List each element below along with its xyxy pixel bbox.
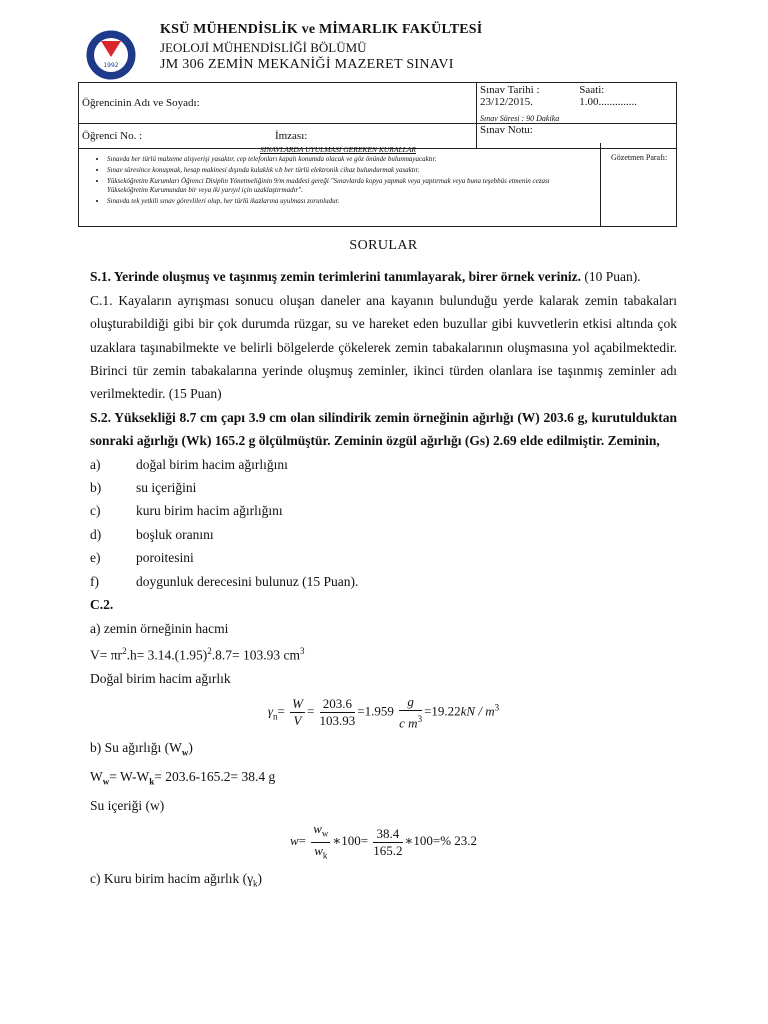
- student-name-cell[interactable]: [79, 83, 477, 124]
- question-1-points: (10 Puan).: [580, 269, 641, 285]
- rule-item: • Sınav süresince konuşmak, hesap makinesi dışında kulaklık v.b her türlü elektronik cihaz bulundurmak yasaktır.: [107, 166, 587, 175]
- grade-label: Sınav Notu:: [480, 124, 533, 136]
- question-2: S.2. Yüksekliği 8.7 cm çapı 3.9 cm olan silindirik zemin örneğinin ağırlığı (W) 203.6 g, kurutulduktan sonraki ağırlığı (Wk) 165.2 g ölçülmüştür. Zeminin özgül ağırlığı (Gs) 2.69 elde edilmiştir. Zeminin,: [90, 409, 677, 449]
- department-title: JEOLOJİ MÜHENDİSLİĞİ BÖLÜMÜ: [160, 40, 367, 55]
- water-content-title: Su içeriği (w): [90, 797, 165, 813]
- rules-divider: [600, 143, 601, 226]
- question-2-item-a: a) doğal birim hacim ağırlığını: [90, 456, 288, 472]
- faculty-title: KSÜ MÜHENDİSLİK ve MİMARLIK FAKÜLTESİ: [160, 22, 483, 37]
- header: [160, 22, 482, 73]
- proctor-signature-label: Gözetmen Parafı:: [611, 153, 668, 162]
- question-1: [90, 265, 677, 288]
- exam-rules-box: [78, 143, 677, 227]
- rule-item: • Yükseköğretim Kurumları Öğrenci Disiplin Yönetmeliğinin 9/m maddesi gereği "Sınavlarda kopya yapmak veya yaptırmak veya buna teşebbüs etmenin cezası Yükseköğretim Kurumundan bir veya iki yarıyıl için uzaklaştırmadır".: [107, 177, 587, 195]
- rules-title: SINAVLARDA UYULMASI GEREKEN KURALLAR: [260, 145, 416, 154]
- rule-item: • Sınavda tek yetkili sınav görevlileri olup, her türlü ikazlarına uyulması zorunludur.: [107, 197, 587, 206]
- exam-time-label: Saati: 1.00..............: [579, 84, 637, 108]
- question-2-item-e: e) poroitesini: [90, 550, 194, 566]
- question-2-item-d: d) boşluk oranını: [90, 526, 214, 542]
- exam-date-cell: [477, 83, 677, 124]
- section-title: SORULAR: [349, 238, 418, 253]
- natural-unit-weight-title: Doğal birim hacim ağırlık: [90, 670, 231, 686]
- exam-duration-label: Sınav Süresi : 90 Dakika: [480, 114, 560, 123]
- rules-list: [79, 155, 587, 206]
- exam-date-label: Sınav Tarihi : 23/12/2015.: [480, 84, 540, 108]
- rule-item: • Sınavda her türlü malzeme alışverişi yasaktır, cep telefonları kapalı konumda olacak ve göz önünde bulunmayacaktır.: [107, 155, 587, 164]
- university-logo: [86, 30, 136, 80]
- question-1-text: S.1. Yerinde oluşmuş ve taşınmış zemin terimlerini tanımlayarak, birer örnek veriniz.: [90, 269, 581, 285]
- dry-unit-weight-title: c) Kuru birim hacim ağırlık $(\gamma_k)$: [90, 871, 263, 890]
- question-2-item-b: b) su içeriğini: [90, 480, 197, 496]
- questions-section: [90, 234, 677, 896]
- answer-2-label: C.2.: [90, 597, 114, 613]
- signature-label: İmzası:: [274, 130, 308, 142]
- student-no-label: Öğrenci No. :: [82, 130, 143, 142]
- question-2-item-c: c) kuru birim hacim ağırlığını: [90, 503, 283, 519]
- exam-title: JM 306 ZEMİN MEKANİĞİ MAZERET SINAVI: [160, 57, 454, 72]
- natural-unit-weight-formula: $\gamma_n=$ $\frac{W}{V}$ = $\frac{203.6}{103.93}$ =1.959 $\frac{g}{c m^3}$ $=19.22kN / m^3$: [267, 694, 500, 731]
- logo-year: 1992: [103, 62, 119, 69]
- question-2-item-f: f) doygunluk derecesini bulunuz (15 Puan).: [90, 573, 359, 589]
- volume-formula: $V= \pi r^2.h= 3.14.(1.95)^2.8.7= 103.93$ $cm^3$: [90, 645, 305, 663]
- water-content-formula: w= $\frac{w_w}{w_k}$ ∗100= $\frac{38.4}{165.2}$ ∗100=% 23.2: [289, 821, 478, 861]
- volume-title: a) zemin örneğinin hacmi: [90, 620, 229, 636]
- student-name-label: Öğrencinin Adı ve Soyadı:: [82, 97, 200, 109]
- water-weight-formula: $W_w= W-W_k= 203.6-165.2= 38.4$ g: [90, 768, 276, 787]
- answer-1: C.1. Kayaların ayrışması sonucu oluşan daneler ana kayanın bulunduğu yerde kalarak zemin tabakaları oluşturabildiği gibi bir çok durumda rüzgar, su ve hareket eden buzullar gibi kuvvetlerin etkisi altında çok uzaklara taşınabilmekte ve belirli bölgelerde çökelerek zemin tabakalarının oluşmasına yol açabilmektedir. Birinci tür zemin tabakalarına yerinde oluşmuş zeminler, ikinci türden olanlara ise taşınmış zeminler adı verilmektedir. (15 Puan): [90, 292, 677, 402]
- student-info-table: [78, 82, 677, 149]
- water-weight-title: b) Su ağırlığı $(W_w)$: [90, 739, 193, 758]
